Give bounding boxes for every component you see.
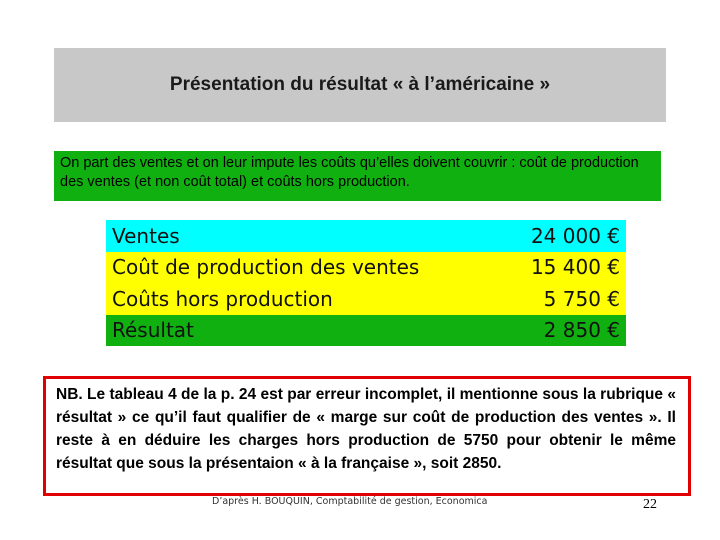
row-amount: 5 750 € bbox=[543, 286, 620, 311]
title-banner bbox=[54, 48, 666, 122]
intro-text: On part des ventes et on leur impute les coûts qu’elles doivent couvrir : coût de production des ventes (et non coût total) et coûts hors production. bbox=[60, 155, 639, 190]
row-label: Coût de production des ventes bbox=[112, 255, 420, 280]
intro-box bbox=[54, 151, 661, 201]
note-box bbox=[43, 376, 691, 496]
row-amount: 24 000 € bbox=[530, 223, 620, 248]
row-label: Coûts hors production bbox=[112, 286, 333, 311]
result-table bbox=[106, 220, 626, 346]
table-row-ventes bbox=[106, 220, 626, 252]
table-row-couts-hors-production bbox=[106, 283, 626, 315]
table-row-cout-production bbox=[106, 252, 626, 284]
row-amount: 2 850 € bbox=[543, 318, 620, 343]
row-label: Résultat bbox=[112, 318, 194, 343]
table-row-resultat bbox=[106, 315, 626, 347]
row-amount: 15 400 € bbox=[530, 255, 620, 280]
page-number: 22 bbox=[643, 497, 657, 512]
slide-title: Présentation du résultat « à l’américaine » bbox=[169, 74, 551, 95]
note-text: NB. Le tableau 4 de la p. 24 est par erreur incomplet, il mentionne sous la rubrique « résultat » ce qu’il faut qualifier de « marge sur coût de production des ventes ». Il reste à en déduire les charges hors production de 5750 pour obtenir le même résultat que sous la présentaion « à la française », soit 2850. bbox=[56, 386, 676, 472]
source-citation: D’après H. BOUQUIN, Comptabilité de gestion, Economica bbox=[212, 496, 488, 507]
row-label: Ventes bbox=[112, 223, 180, 248]
